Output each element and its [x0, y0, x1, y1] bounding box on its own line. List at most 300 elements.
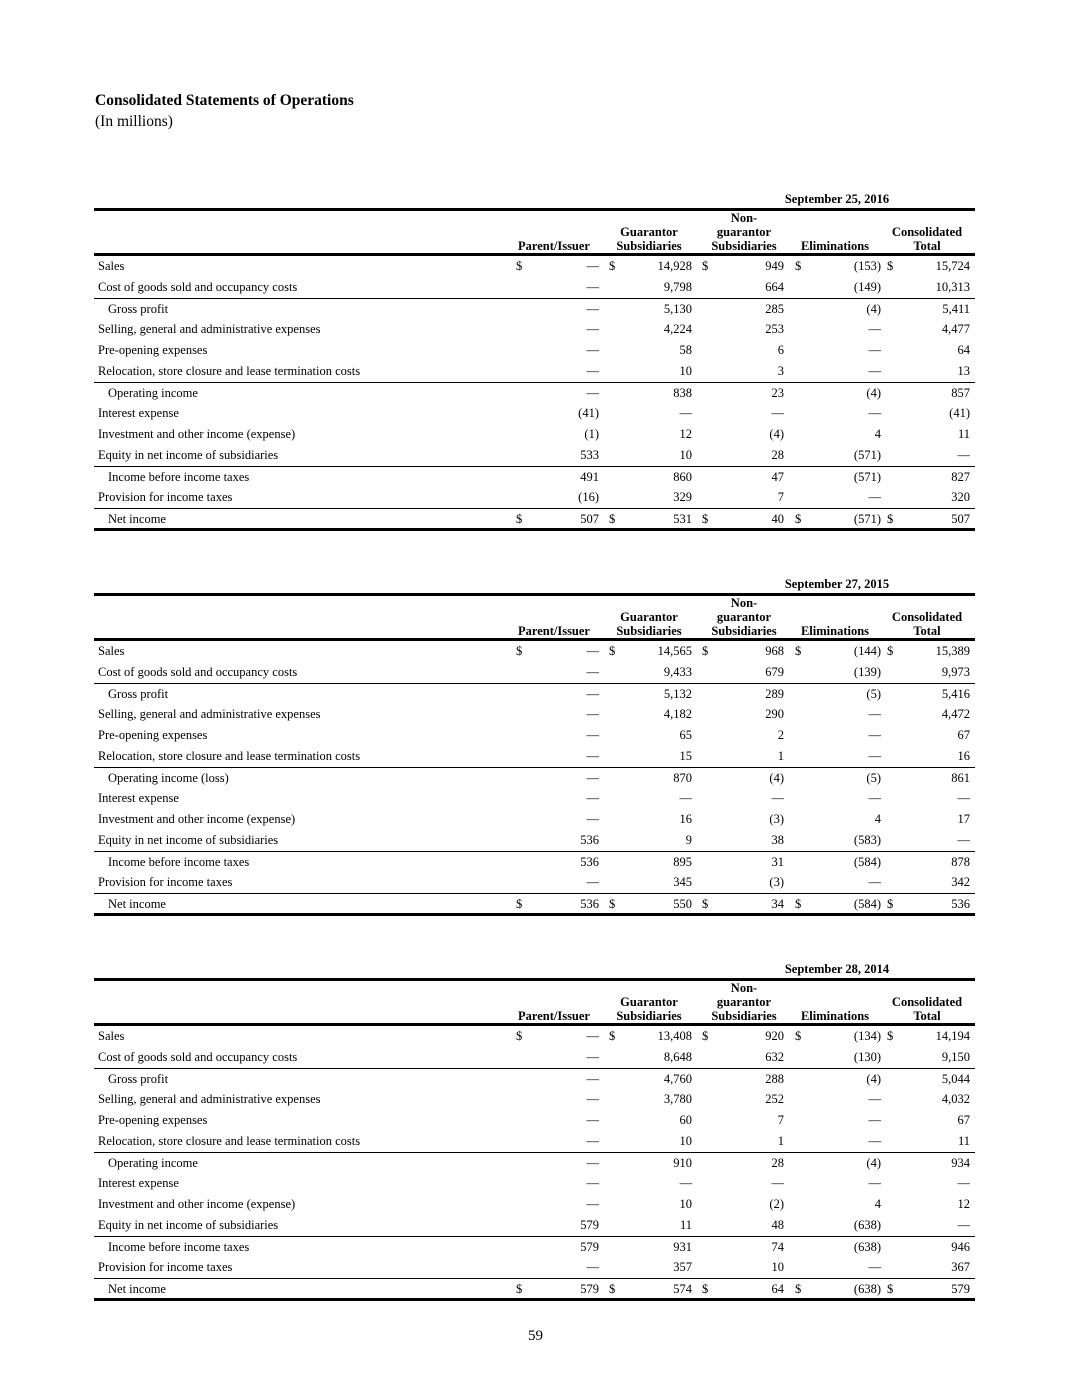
- value-cell: —: [957, 448, 970, 462]
- period-heading: September 28, 2014: [784, 962, 890, 976]
- column-header: Consolidated Total: [891, 610, 963, 638]
- table-row: [94, 403, 975, 424]
- value-cell: —: [679, 406, 692, 420]
- table-row: [94, 382, 975, 403]
- value-cell: 6: [777, 343, 784, 357]
- row-label: Relocation, store closure and lease termination costs: [98, 364, 361, 378]
- dollar-sign: $: [609, 644, 616, 658]
- value-cell: 920: [765, 1029, 784, 1043]
- value-cell: 536: [580, 897, 599, 911]
- value-cell: 1: [777, 749, 784, 763]
- row-label: Operating income: [108, 386, 198, 400]
- column-header: Consolidated Total: [891, 995, 963, 1023]
- value-cell: —: [586, 707, 599, 721]
- dollar-sign: $: [516, 897, 523, 911]
- value-cell: (571): [853, 448, 881, 462]
- page-title: Consolidated Statements of Operations: [95, 92, 354, 109]
- column-header: Parent/Issuer: [518, 1009, 590, 1023]
- table-row: [94, 662, 975, 683]
- value-cell: 531: [673, 512, 692, 526]
- value-cell: 10: [679, 1134, 692, 1148]
- value-cell: 34: [771, 897, 784, 911]
- value-cell: (4): [866, 386, 881, 400]
- value-cell: —: [586, 771, 599, 785]
- value-cell: (571): [853, 470, 881, 484]
- value-cell: 579: [951, 1282, 970, 1296]
- dollar-sign: $: [887, 897, 894, 911]
- row-label: Selling, general and administrative expenses: [98, 1092, 321, 1106]
- value-cell: 579: [580, 1282, 599, 1296]
- value-cell: 28: [771, 448, 784, 462]
- value-cell: 252: [765, 1092, 784, 1106]
- value-cell: —: [679, 791, 692, 805]
- row-label: Sales: [98, 259, 125, 273]
- row-label: Provision for income taxes: [98, 1260, 233, 1274]
- dollar-sign: $: [609, 259, 616, 273]
- value-cell: 14,928: [657, 259, 692, 273]
- value-cell: 290: [765, 707, 784, 721]
- row-label: Pre-opening expenses: [98, 343, 208, 357]
- dollar-sign: $: [702, 1282, 709, 1296]
- value-cell: 870: [673, 771, 692, 785]
- value-cell: —: [771, 1176, 784, 1190]
- row-label: Net income: [108, 1282, 166, 1296]
- statement-rows: [94, 256, 975, 529]
- row-label: Provision for income taxes: [98, 875, 233, 889]
- row-label: Income before income taxes: [108, 1240, 250, 1254]
- value-cell: 4,472: [941, 707, 970, 721]
- value-cell: 64: [957, 343, 970, 357]
- column-header: Consolidated Total: [891, 225, 963, 253]
- value-cell: 3: [777, 364, 784, 378]
- value-cell: 329: [673, 490, 692, 504]
- value-cell: 11: [957, 1134, 970, 1148]
- table-row: [94, 683, 975, 704]
- table-row: [94, 1152, 975, 1173]
- dollar-sign: $: [609, 897, 616, 911]
- value-cell: 10: [679, 1197, 692, 1211]
- value-cell: 9: [685, 833, 692, 847]
- value-cell: 10: [679, 448, 692, 462]
- table-row: [94, 466, 975, 487]
- value-cell: 14,565: [657, 644, 692, 658]
- table-row: [94, 830, 975, 851]
- value-cell: 574: [673, 1282, 692, 1296]
- value-cell: 23: [771, 386, 784, 400]
- value-cell: 9,973: [941, 665, 970, 679]
- value-cell: 507: [951, 512, 970, 526]
- value-cell: 2: [777, 728, 784, 742]
- column-header: Non- guarantor Subsidiaries: [711, 596, 777, 638]
- table-row: [94, 1173, 975, 1194]
- table-row: [94, 361, 975, 382]
- value-cell: 1: [777, 1134, 784, 1148]
- value-cell: 536: [580, 855, 599, 869]
- table-row: [94, 1026, 975, 1047]
- value-cell: (571): [853, 512, 881, 526]
- value-cell: (41): [578, 406, 599, 420]
- dollar-sign: $: [795, 1029, 802, 1043]
- table-row: [94, 1047, 975, 1068]
- value-cell: 285: [765, 302, 784, 316]
- table-row: [94, 1278, 975, 1299]
- value-cell: 9,433: [663, 665, 692, 679]
- column-headers: [94, 981, 975, 1023]
- value-cell: —: [957, 1176, 970, 1190]
- value-cell: 10,313: [935, 280, 970, 294]
- value-cell: (4): [866, 1156, 881, 1170]
- row-label: Income before income taxes: [108, 855, 250, 869]
- dollar-sign: $: [702, 1029, 709, 1043]
- dollar-sign: $: [609, 1282, 616, 1296]
- value-cell: 28: [771, 1156, 784, 1170]
- value-cell: —: [957, 791, 970, 805]
- dollar-sign: $: [887, 512, 894, 526]
- value-cell: 16: [957, 749, 970, 763]
- value-cell: 4,032: [941, 1092, 970, 1106]
- table-row: [94, 298, 975, 319]
- value-cell: 320: [951, 490, 970, 504]
- column-header: Guarantor Subsidiaries: [616, 995, 682, 1023]
- value-cell: —: [868, 1176, 881, 1190]
- row-label: Pre-opening expenses: [98, 728, 208, 742]
- dollar-sign: $: [516, 259, 523, 273]
- value-cell: —: [771, 791, 784, 805]
- value-cell: 16: [679, 812, 692, 826]
- value-cell: —: [586, 812, 599, 826]
- column-headers: [94, 211, 975, 253]
- value-cell: (3): [769, 875, 784, 889]
- value-cell: 860: [673, 470, 692, 484]
- row-label: Operating income (loss): [108, 771, 229, 785]
- row-label: Net income: [108, 512, 166, 526]
- value-cell: —: [586, 259, 599, 273]
- value-cell: 65: [679, 728, 692, 742]
- value-cell: —: [868, 791, 881, 805]
- table-row: [94, 487, 975, 508]
- row-label: Sales: [98, 644, 125, 658]
- dollar-sign: $: [516, 1029, 523, 1043]
- table-row: [94, 851, 975, 872]
- value-cell: 15,389: [935, 644, 970, 658]
- column-header: Guarantor Subsidiaries: [616, 225, 682, 253]
- value-cell: 38: [771, 833, 784, 847]
- value-cell: —: [586, 1072, 599, 1086]
- value-cell: —: [586, 644, 599, 658]
- row-label: Pre-opening expenses: [98, 1113, 208, 1127]
- row-label: Sales: [98, 1029, 125, 1043]
- value-cell: (41): [949, 406, 970, 420]
- table-row: [94, 641, 975, 662]
- value-cell: (638): [853, 1282, 881, 1296]
- value-cell: —: [868, 1260, 881, 1274]
- value-cell: 13: [957, 364, 970, 378]
- value-cell: 67: [957, 1113, 970, 1127]
- value-cell: 47: [771, 470, 784, 484]
- value-cell: 11: [957, 427, 970, 441]
- value-cell: 4: [874, 812, 881, 826]
- value-cell: 15,724: [935, 259, 970, 273]
- table-row: [94, 1068, 975, 1089]
- value-cell: 861: [951, 771, 970, 785]
- row-label: Income before income taxes: [108, 470, 250, 484]
- value-cell: —: [586, 687, 599, 701]
- page-number: 59: [528, 1328, 543, 1344]
- value-cell: —: [586, 1050, 599, 1064]
- value-cell: 367: [951, 1260, 970, 1274]
- value-cell: —: [586, 791, 599, 805]
- value-cell: 357: [673, 1260, 692, 1274]
- value-cell: —: [586, 1197, 599, 1211]
- dollar-sign: $: [702, 259, 709, 273]
- value-cell: (584): [853, 855, 881, 869]
- value-cell: 3,780: [663, 1092, 692, 1106]
- value-cell: 40: [771, 512, 784, 526]
- dollar-sign: $: [609, 1029, 616, 1043]
- row-label: Investment and other income (expense): [98, 1197, 296, 1211]
- value-cell: 679: [765, 665, 784, 679]
- value-cell: (4): [866, 1072, 881, 1086]
- table-row: [94, 746, 975, 767]
- table-row: [94, 1236, 975, 1257]
- value-cell: —: [868, 707, 881, 721]
- value-cell: (2): [769, 1197, 784, 1211]
- value-cell: (4): [769, 771, 784, 785]
- table-row: [94, 445, 975, 466]
- table-row: [94, 872, 975, 893]
- value-cell: —: [586, 1260, 599, 1274]
- dollar-sign: $: [516, 644, 523, 658]
- value-cell: —: [868, 749, 881, 763]
- value-cell: —: [586, 1092, 599, 1106]
- column-header: Non- guarantor Subsidiaries: [711, 211, 777, 253]
- value-cell: —: [868, 364, 881, 378]
- row-label: Cost of goods sold and occupancy costs: [98, 665, 298, 679]
- value-cell: (144): [853, 644, 881, 658]
- value-cell: (5): [866, 687, 881, 701]
- table-row: [94, 256, 975, 277]
- period-heading: September 27, 2015: [784, 577, 890, 591]
- table-row: [94, 508, 975, 529]
- bottom-rule: [94, 913, 975, 916]
- value-cell: (16): [578, 490, 599, 504]
- value-cell: —: [586, 1113, 599, 1127]
- value-cell: —: [868, 1092, 881, 1106]
- value-cell: 4,477: [941, 322, 970, 336]
- table-row: [94, 1089, 975, 1110]
- row-label: Relocation, store closure and lease termination costs: [98, 749, 361, 763]
- value-cell: 7: [777, 1113, 784, 1127]
- value-cell: 895: [673, 855, 692, 869]
- value-cell: —: [868, 728, 881, 742]
- value-cell: 632: [765, 1050, 784, 1064]
- value-cell: 4,224: [663, 322, 692, 336]
- value-cell: 17: [957, 812, 970, 826]
- dollar-sign: $: [795, 512, 802, 526]
- value-cell: 968: [765, 644, 784, 658]
- value-cell: 878: [951, 855, 970, 869]
- value-cell: 579: [580, 1218, 599, 1232]
- column-header: Eliminations: [800, 239, 870, 253]
- value-cell: —: [868, 343, 881, 357]
- row-label: Cost of goods sold and occupancy costs: [98, 1050, 298, 1064]
- row-label: Operating income: [108, 1156, 198, 1170]
- row-label: Equity in net income of subsidiaries: [98, 833, 279, 847]
- value-cell: 8,648: [663, 1050, 692, 1064]
- dollar-sign: $: [887, 259, 894, 273]
- value-cell: 13,408: [657, 1029, 692, 1043]
- row-label: Selling, general and administrative expenses: [98, 707, 321, 721]
- column-header: Parent/Issuer: [518, 624, 590, 638]
- value-cell: (584): [853, 897, 881, 911]
- value-cell: 4: [874, 427, 881, 441]
- table-row: [94, 809, 975, 830]
- value-cell: (5): [866, 771, 881, 785]
- column-header: Eliminations: [800, 1009, 870, 1023]
- table-row: [94, 1257, 975, 1278]
- value-cell: (4): [866, 302, 881, 316]
- value-cell: (139): [853, 665, 881, 679]
- value-cell: 536: [951, 897, 970, 911]
- value-cell: (638): [853, 1218, 881, 1232]
- value-cell: 550: [673, 897, 692, 911]
- row-label: Provision for income taxes: [98, 490, 233, 504]
- value-cell: —: [957, 833, 970, 847]
- value-cell: —: [586, 1176, 599, 1190]
- value-cell: 253: [765, 322, 784, 336]
- value-cell: 857: [951, 386, 970, 400]
- dollar-sign: $: [795, 259, 802, 273]
- value-cell: —: [586, 875, 599, 889]
- dollar-sign: $: [609, 512, 616, 526]
- dollar-sign: $: [702, 897, 709, 911]
- value-cell: 507: [580, 512, 599, 526]
- table-row: [94, 1215, 975, 1236]
- dollar-sign: $: [702, 512, 709, 526]
- value-cell: —: [868, 490, 881, 504]
- row-label: Interest expense: [98, 791, 179, 805]
- value-cell: 12: [679, 427, 692, 441]
- value-cell: 5,411: [942, 302, 970, 316]
- value-cell: 5,132: [663, 687, 692, 701]
- value-cell: —: [957, 1218, 970, 1232]
- row-label: Interest expense: [98, 406, 179, 420]
- dollar-sign: $: [887, 1029, 894, 1043]
- value-cell: —: [586, 665, 599, 679]
- row-label: Gross profit: [108, 687, 169, 701]
- value-cell: 31: [771, 855, 784, 869]
- value-cell: —: [679, 1176, 692, 1190]
- column-header: Parent/Issuer: [518, 239, 590, 253]
- bottom-rule: [94, 528, 975, 531]
- value-cell: 345: [673, 875, 692, 889]
- value-cell: —: [586, 728, 599, 742]
- value-cell: 533: [580, 448, 599, 462]
- value-cell: 910: [673, 1156, 692, 1170]
- value-cell: (134): [853, 1029, 881, 1043]
- value-cell: —: [586, 302, 599, 316]
- value-cell: (583): [853, 833, 881, 847]
- value-cell: —: [586, 1156, 599, 1170]
- value-cell: 5,416: [941, 687, 970, 701]
- value-cell: 838: [673, 386, 692, 400]
- table-row: [94, 1131, 975, 1152]
- value-cell: (4): [769, 427, 784, 441]
- row-label: Cost of goods sold and occupancy costs: [98, 280, 298, 294]
- table-row: [94, 319, 975, 340]
- value-cell: —: [586, 1029, 599, 1043]
- statement-rows: [94, 1026, 975, 1299]
- value-cell: —: [868, 406, 881, 420]
- value-cell: 289: [765, 687, 784, 701]
- value-cell: 827: [951, 470, 970, 484]
- dollar-sign: $: [516, 1282, 523, 1296]
- value-cell: 10: [679, 364, 692, 378]
- value-cell: 949: [765, 259, 784, 273]
- row-label: Investment and other income (expense): [98, 427, 296, 441]
- row-label: Investment and other income (expense): [98, 812, 296, 826]
- value-cell: (1): [584, 427, 599, 441]
- value-cell: (638): [853, 1240, 881, 1254]
- value-cell: 15: [679, 749, 692, 763]
- value-cell: —: [586, 322, 599, 336]
- value-cell: 60: [679, 1113, 692, 1127]
- value-cell: 946: [951, 1240, 970, 1254]
- value-cell: —: [586, 343, 599, 357]
- bottom-rule: [94, 1298, 975, 1301]
- value-cell: 10: [771, 1260, 784, 1274]
- dollar-sign: $: [795, 1282, 802, 1296]
- value-cell: 931: [673, 1240, 692, 1254]
- value-cell: 9,150: [941, 1050, 970, 1064]
- value-cell: 4: [874, 1197, 881, 1211]
- dollar-sign: $: [702, 644, 709, 658]
- value-cell: 48: [771, 1218, 784, 1232]
- value-cell: 14,194: [935, 1029, 970, 1043]
- value-cell: 9,798: [663, 280, 692, 294]
- value-cell: —: [586, 364, 599, 378]
- value-cell: 664: [765, 280, 784, 294]
- value-cell: 11: [679, 1218, 692, 1232]
- column-header: Eliminations: [800, 624, 870, 638]
- table-row: [94, 1110, 975, 1131]
- value-cell: —: [586, 280, 599, 294]
- value-cell: 12: [957, 1197, 970, 1211]
- value-cell: 934: [951, 1156, 970, 1170]
- value-cell: 288: [765, 1072, 784, 1086]
- value-cell: 64: [771, 1282, 784, 1296]
- table-row: [94, 893, 975, 914]
- column-headers: [94, 596, 975, 638]
- table-row: [94, 788, 975, 809]
- value-cell: 4,182: [663, 707, 692, 721]
- statement-rows: [94, 641, 975, 914]
- row-label: Equity in net income of subsidiaries: [98, 448, 279, 462]
- column-header: Non- guarantor Subsidiaries: [711, 981, 777, 1023]
- value-cell: —: [868, 1134, 881, 1148]
- table-row: [94, 340, 975, 361]
- value-cell: 5,044: [941, 1072, 970, 1086]
- value-cell: 58: [679, 343, 692, 357]
- value-cell: (149): [853, 280, 881, 294]
- value-cell: 74: [771, 1240, 784, 1254]
- value-cell: 579: [580, 1240, 599, 1254]
- table-row: [94, 277, 975, 298]
- dollar-sign: $: [516, 512, 523, 526]
- row-label: Net income: [108, 897, 166, 911]
- row-label: Gross profit: [108, 1072, 169, 1086]
- row-label: Gross profit: [108, 302, 169, 316]
